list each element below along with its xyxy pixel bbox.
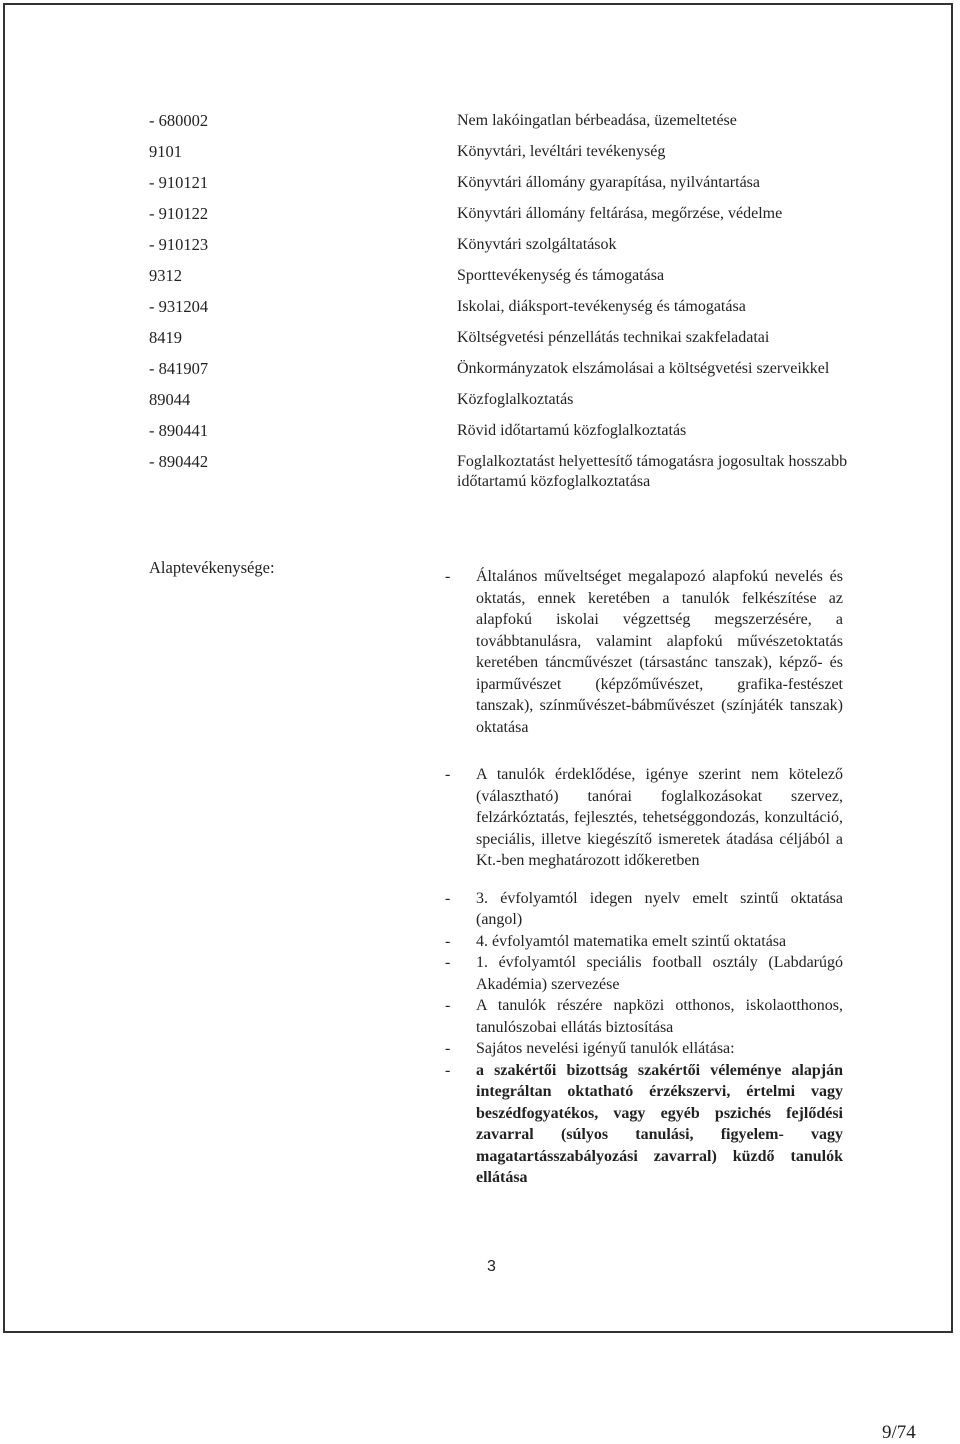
activity-code: - 680002	[149, 111, 209, 130]
activity-code: 89044	[149, 390, 191, 409]
bullet-dash: -	[445, 568, 451, 585]
activity-code: 9312	[149, 266, 182, 285]
activity-description: Foglalkoztatást helyettesítő támogatásra jogosultak hosszabb időtartamú közfoglalkoztatása	[457, 453, 848, 490]
code-row	[149, 136, 869, 167]
list-item-text: 4. évfolyamtól matematika emelt szintű oktatása	[476, 932, 787, 950]
activity-code: - 931204	[149, 297, 209, 316]
core-activity-label: Alaptevékenysége:	[149, 558, 275, 577]
page-number: 3	[487, 1258, 496, 1275]
document-folio: 9/74	[882, 1422, 916, 1443]
activity-description: Könyvtári állomány gyarapítása, nyilvántartása	[457, 174, 761, 191]
code-row	[149, 260, 869, 291]
list-item	[445, 888, 843, 931]
code-row	[149, 291, 869, 322]
activity-code: - 890442	[149, 452, 209, 471]
activity-description: Könyvtári szolgáltatások	[457, 236, 617, 253]
bullet-dash: -	[445, 766, 451, 783]
code-row	[149, 384, 869, 415]
list-item-text: A tanulók érdeklődése, igénye szerint nem kötelező (választható) tanórai foglalkozásokat szervez, felzárkóztatás, fejlesztés, tehetséggondozás, konzultáció, speciális, illetve kiegészítő ismeretek átadása céljából a Kt.-ben meghatározott időkeretben	[476, 766, 843, 869]
activity-code: 9101	[149, 142, 182, 161]
activity-description: Könyvtári állomány feltárása, megőrzése, védelme	[457, 205, 783, 222]
code-row	[149, 167, 869, 198]
activity-code: - 890441	[149, 421, 209, 440]
activity-description: Önkormányzatok elszámolásai a költségvetési szerveikkel	[457, 360, 830, 377]
list-item	[445, 566, 843, 738]
bullet-dash: -	[445, 954, 451, 971]
code-row	[149, 105, 869, 136]
list-item-text: A tanulók részére napközi otthonos, iskolaotthonos, tanulószobai ellátás biztosítása	[476, 997, 843, 1036]
bullet-dash: -	[445, 1040, 451, 1057]
activity-code-table	[149, 105, 869, 496]
list-item-text: a szakértői bizottság szakértői véleménye alapján integráltan oktatható érzékszervi, értelmi vagy beszédfogyatékos, vagy egyéb pszichés fejlődési zavarral (súlyos tanulási, figyelem- vagy magatartásszabályozási zavarral) küzdő tanulók ellátása	[476, 1061, 843, 1186]
list-item	[445, 952, 843, 995]
activity-description: Könyvtári, levéltári tevékenység	[457, 143, 666, 160]
activity-description: Iskolai, diáksport-tevékenység és támogatása	[457, 298, 746, 315]
code-row	[149, 229, 869, 260]
bullet-dash: -	[445, 997, 451, 1014]
activity-description: Rövid időtartamú közfoglalkoztatás	[457, 422, 687, 439]
code-row	[149, 198, 869, 229]
activity-description: Költségvetési pénzellátás technikai szakfeladatai	[457, 329, 770, 346]
list-item-text: 1. évfolyamtól speciális football osztály (Labdarúgó Akadémia) szervezése	[476, 954, 843, 993]
code-row	[149, 322, 869, 353]
activity-description: Nem lakóingatlan bérbeadása, üzemeltetése	[457, 112, 737, 129]
activity-code: 8419	[149, 328, 182, 347]
list-item-text: Általános műveltséget megalapozó alapfokú nevelés és oktatás, ennek keretében a tanulók felkészítése az alapfokú iskolai végzettség megszerzésére, a továbbtanulásra, valamint alapfokú művészetoktatás keretében táncművészet (társastánc tanszak), képző- és iparművészet (képzőművészet, grafika-festészet tanszak), színművészet-bábművészet (színjáték tanszak) oktatása	[476, 568, 843, 736]
list-item	[445, 931, 843, 953]
list-item	[445, 764, 843, 872]
activity-code: - 910122	[149, 204, 209, 223]
code-row	[149, 446, 869, 496]
bullet-dash: -	[445, 889, 451, 907]
activity-description: Sporttevékenység és támogatása	[457, 267, 665, 284]
code-row	[149, 353, 869, 384]
activity-code: - 910121	[149, 173, 209, 192]
list-item	[445, 1038, 843, 1060]
bullet-dash: -	[445, 1061, 451, 1079]
bullet-dash: -	[445, 932, 451, 950]
list-item	[445, 995, 843, 1038]
activity-code: - 841907	[149, 359, 209, 378]
core-activity-list	[445, 566, 843, 1189]
list-item-text: 3. évfolyamtól idegen nyelv emelt szintű oktatása (angol)	[476, 889, 843, 928]
list-item	[445, 1060, 843, 1189]
activity-code: - 910123	[149, 235, 209, 254]
code-row	[149, 415, 869, 446]
page-frame	[3, 3, 953, 1333]
activity-description: Közfoglalkoztatás	[457, 391, 574, 408]
list-item-text: Sajátos nevelési igényű tanulók ellátása:	[476, 1040, 735, 1057]
